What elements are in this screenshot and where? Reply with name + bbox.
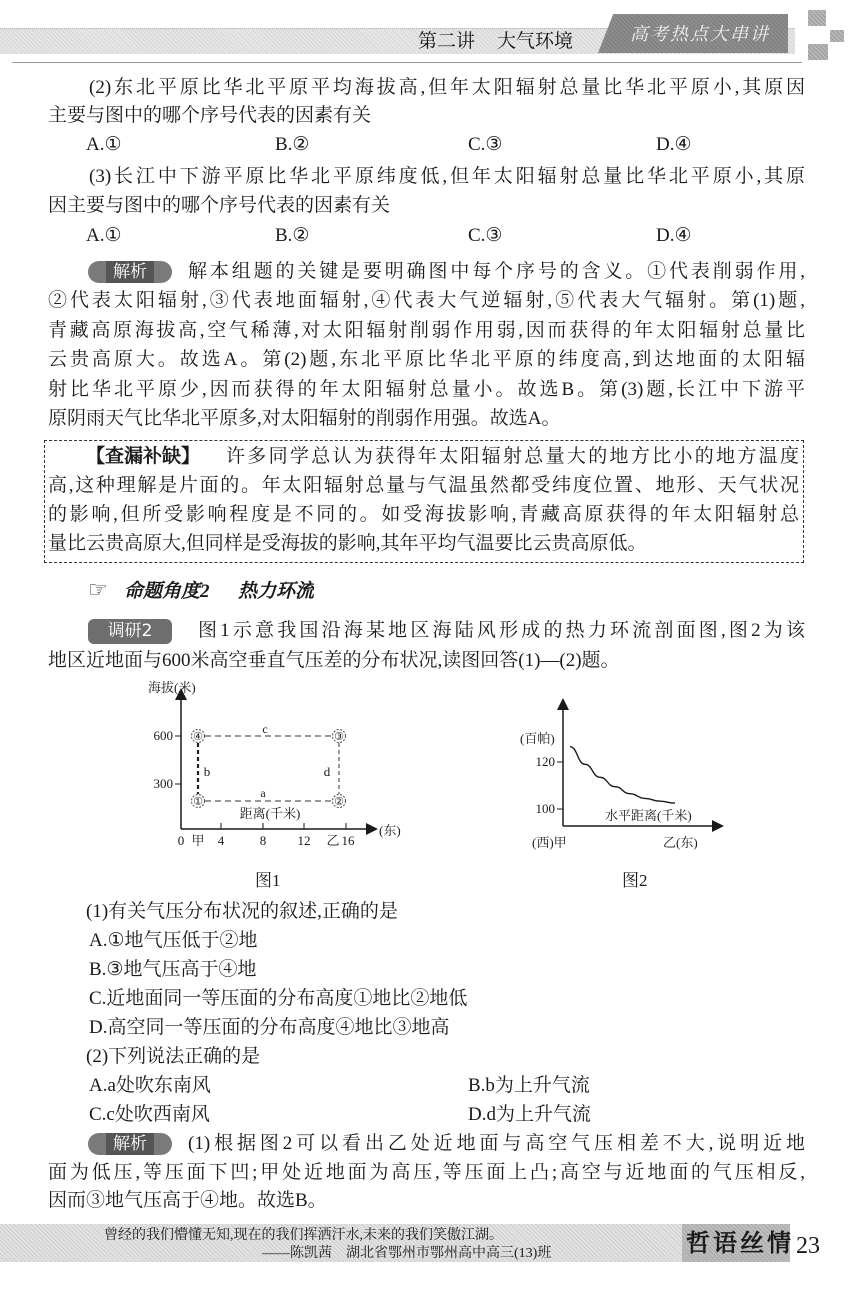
figure-2-chart [490,685,730,870]
analysis-line: 因而③地气压高于④地。故选B。 [48,1190,327,1211]
footer-attribution: ——陈凯茜 湖北省鄂州市鄂州高中高三(13)班 [262,1246,552,1261]
point-3-label: ③ [334,731,344,743]
decor-square [830,30,844,42]
section-subtitle: 热力环流 [238,581,315,602]
segment-c-label: c [262,722,268,736]
header-divider [12,62,802,63]
research-badge: 调研2 [88,619,172,644]
sub-question-2-stem: (2)下列说法正确的是 [86,1046,261,1067]
chapter-topic: 大气环境 [497,30,574,52]
y-tick-label: 600 [153,728,173,743]
x-tick-label: 4 [217,833,225,848]
point-1-label: ① [193,796,203,808]
x-tick-label: 0 [177,833,185,848]
question-2-option-c: C.③ [468,134,503,155]
sub-question-1-option-c: C.近地面同一等压面的分布高度①地比②地低 [89,988,468,1009]
sub-question-2-option-d: D.d为上升气流 [468,1104,591,1125]
analysis-line: ②代表太阳辐射,③代表地面辐射,④代表大气逆辐射,⑤代表大气辐射。第(1)题, [48,290,805,311]
chapter-title [418,29,573,53]
y-tick-label: 300 [153,776,173,791]
series-banner-text: 高考热点大串讲 [630,24,770,45]
x-tick-label: 8 [259,833,267,848]
sub-question-2-option-a: A.a处吹东南风 [89,1075,211,1096]
question-3-option-b: B.② [275,225,310,246]
question-2-option-a: A.① [86,134,122,155]
x-tick-label: 12 [297,833,311,848]
figure-1-caption: 图1 [255,871,281,890]
place-label-yi: 乙 [326,833,340,848]
point-4-label: ④ [193,731,203,743]
analysis-line: 云贵高原大。故选A。第(2)题,东北平原比华北平原的纬度高,到达地面的太阳辐 [48,349,805,370]
sub-question-1-option-b: B.③地气压高于④地 [89,959,257,980]
question-2-stem-line: 主要与图中的哪个序号代表的因素有关 [48,105,372,126]
analysis-line: 青藏高原海拔高,空气稀薄,对太阳辐射削弱作用弱,因而获得的年太阳辐射总量比 [48,320,805,341]
analysis-line: (1)根据图2可以看出乙处近地面与高空气压相差不大,说明近地 [188,1133,805,1154]
research-line: 地区近地面与600米高空垂直气压差的分布状况,读图回答(1)—(2)题。 [48,650,620,671]
analysis-badge-label: 解析 [106,261,154,283]
segment-b-label: b [203,764,211,779]
y-axis-label: 海拔(米) [148,680,196,695]
question-3-option-c: C.③ [468,225,503,246]
x-axis-label: 水平距离(千米) [605,808,692,823]
analysis-line: 射比华北平原少,因而获得的年太阳辐射总量小。故选B。第(3)题,长江中下游平 [48,379,805,400]
analysis-line: 原阴雨天气比华北平原多,对太阳辐射的削弱作用强。故选A。 [48,408,561,429]
tip-label: 【查漏补缺】 [86,446,201,467]
section-title: 命题角度2 [124,581,210,602]
point-2-label: ② [334,796,344,808]
sub-question-1-stem: (1)有关气压分布状况的叙述,正确的是 [86,901,398,922]
question-2-option-d: D.④ [656,134,692,155]
sub-question-1-option-a: A.①地气压低于②地 [89,930,258,951]
question-2-stem-line: (2)东北平原比华北平原平均海拔高,但年太阳辐射总量比华北平原小,其原因 [89,77,805,98]
analysis-line: 面为低压,等压面下凹;甲处近地面为高压,等压面上凸;高空与近地面的气压相反, [48,1162,805,1183]
tip-line: 量比云贵高原大,但同样是受海拔的影响,其年平均气温要比云贵高原低。 [48,533,647,554]
east-label: 乙(东) [663,835,698,850]
sub-question-1-option-d: D.高空同一等压面的分布高度④地比③地高 [89,1017,450,1038]
question-3-stem-line: 因主要与图中的哪个序号代表的因素有关 [48,195,391,216]
tip-line: 的影响,但所受影响程度是不同的。如受海拔影响,青藏高原获得的年太阳辐射总 [48,504,799,525]
question-3-option-a: A.① [86,225,122,246]
segment-d-label: d [323,764,331,779]
sub-question-2-option-b: B.b为上升气流 [468,1075,590,1096]
y-axis-unit: (百帕) [520,731,555,746]
question-3-option-d: D.④ [656,225,692,246]
research-line: 图1示意我国沿海某地区海陆风形成的热力环流剖面图,图2为该 [198,620,805,641]
figure-2-caption: 图2 [622,871,648,890]
footer-column-title: 哲语丝情 [686,1229,794,1257]
analysis-line: 解本组题的关键是要明确图中每个序号的含义。①代表削弱作用, [188,261,805,282]
west-label: (西)甲 [532,835,567,850]
figure-1-diagram [130,675,420,875]
tip-line: 高,这种理解是片面的。年太阳辐射总量与气温虽然都受纬度位置、地形、天气状况 [48,475,799,496]
y-tick-label: 120 [535,754,555,769]
y-tick-label: 100 [535,801,555,816]
footer-quote: 曾经的我们懵懂无知,现在的我们挥洒汗水,未来的我们笑傲江湖。 [104,1228,503,1243]
x-direction-label: (东) [379,823,401,838]
pressure-difference-curve [570,747,675,803]
decor-square [808,44,828,60]
sub-question-2-option-c: C.c处吹西南风 [89,1104,210,1125]
inner-distance-label: 距离(千米) [239,806,301,821]
place-label-jia: 甲 [191,833,205,848]
pointing-hand-icon: ☞ [88,579,108,603]
x-tick-label: 16 [341,833,355,848]
analysis-badge-label: 解析 [106,1133,154,1155]
question-2-option-b: B.② [275,134,310,155]
decor-square [808,10,826,26]
segment-a-label: a [260,786,266,800]
question-3-stem-line: (3)长江中下游平原比华北平原纬度低,但年太阳辐射总量比华北平原小,其原 [89,166,805,187]
analysis-badge [88,1133,172,1155]
tip-line: 许多同学总认为获得年太阳辐射总量大的地方比小的地方温度 [226,446,799,467]
chapter-number: 第二讲 [418,30,476,52]
page-number: 23 [796,1233,820,1259]
analysis-badge [88,261,172,283]
